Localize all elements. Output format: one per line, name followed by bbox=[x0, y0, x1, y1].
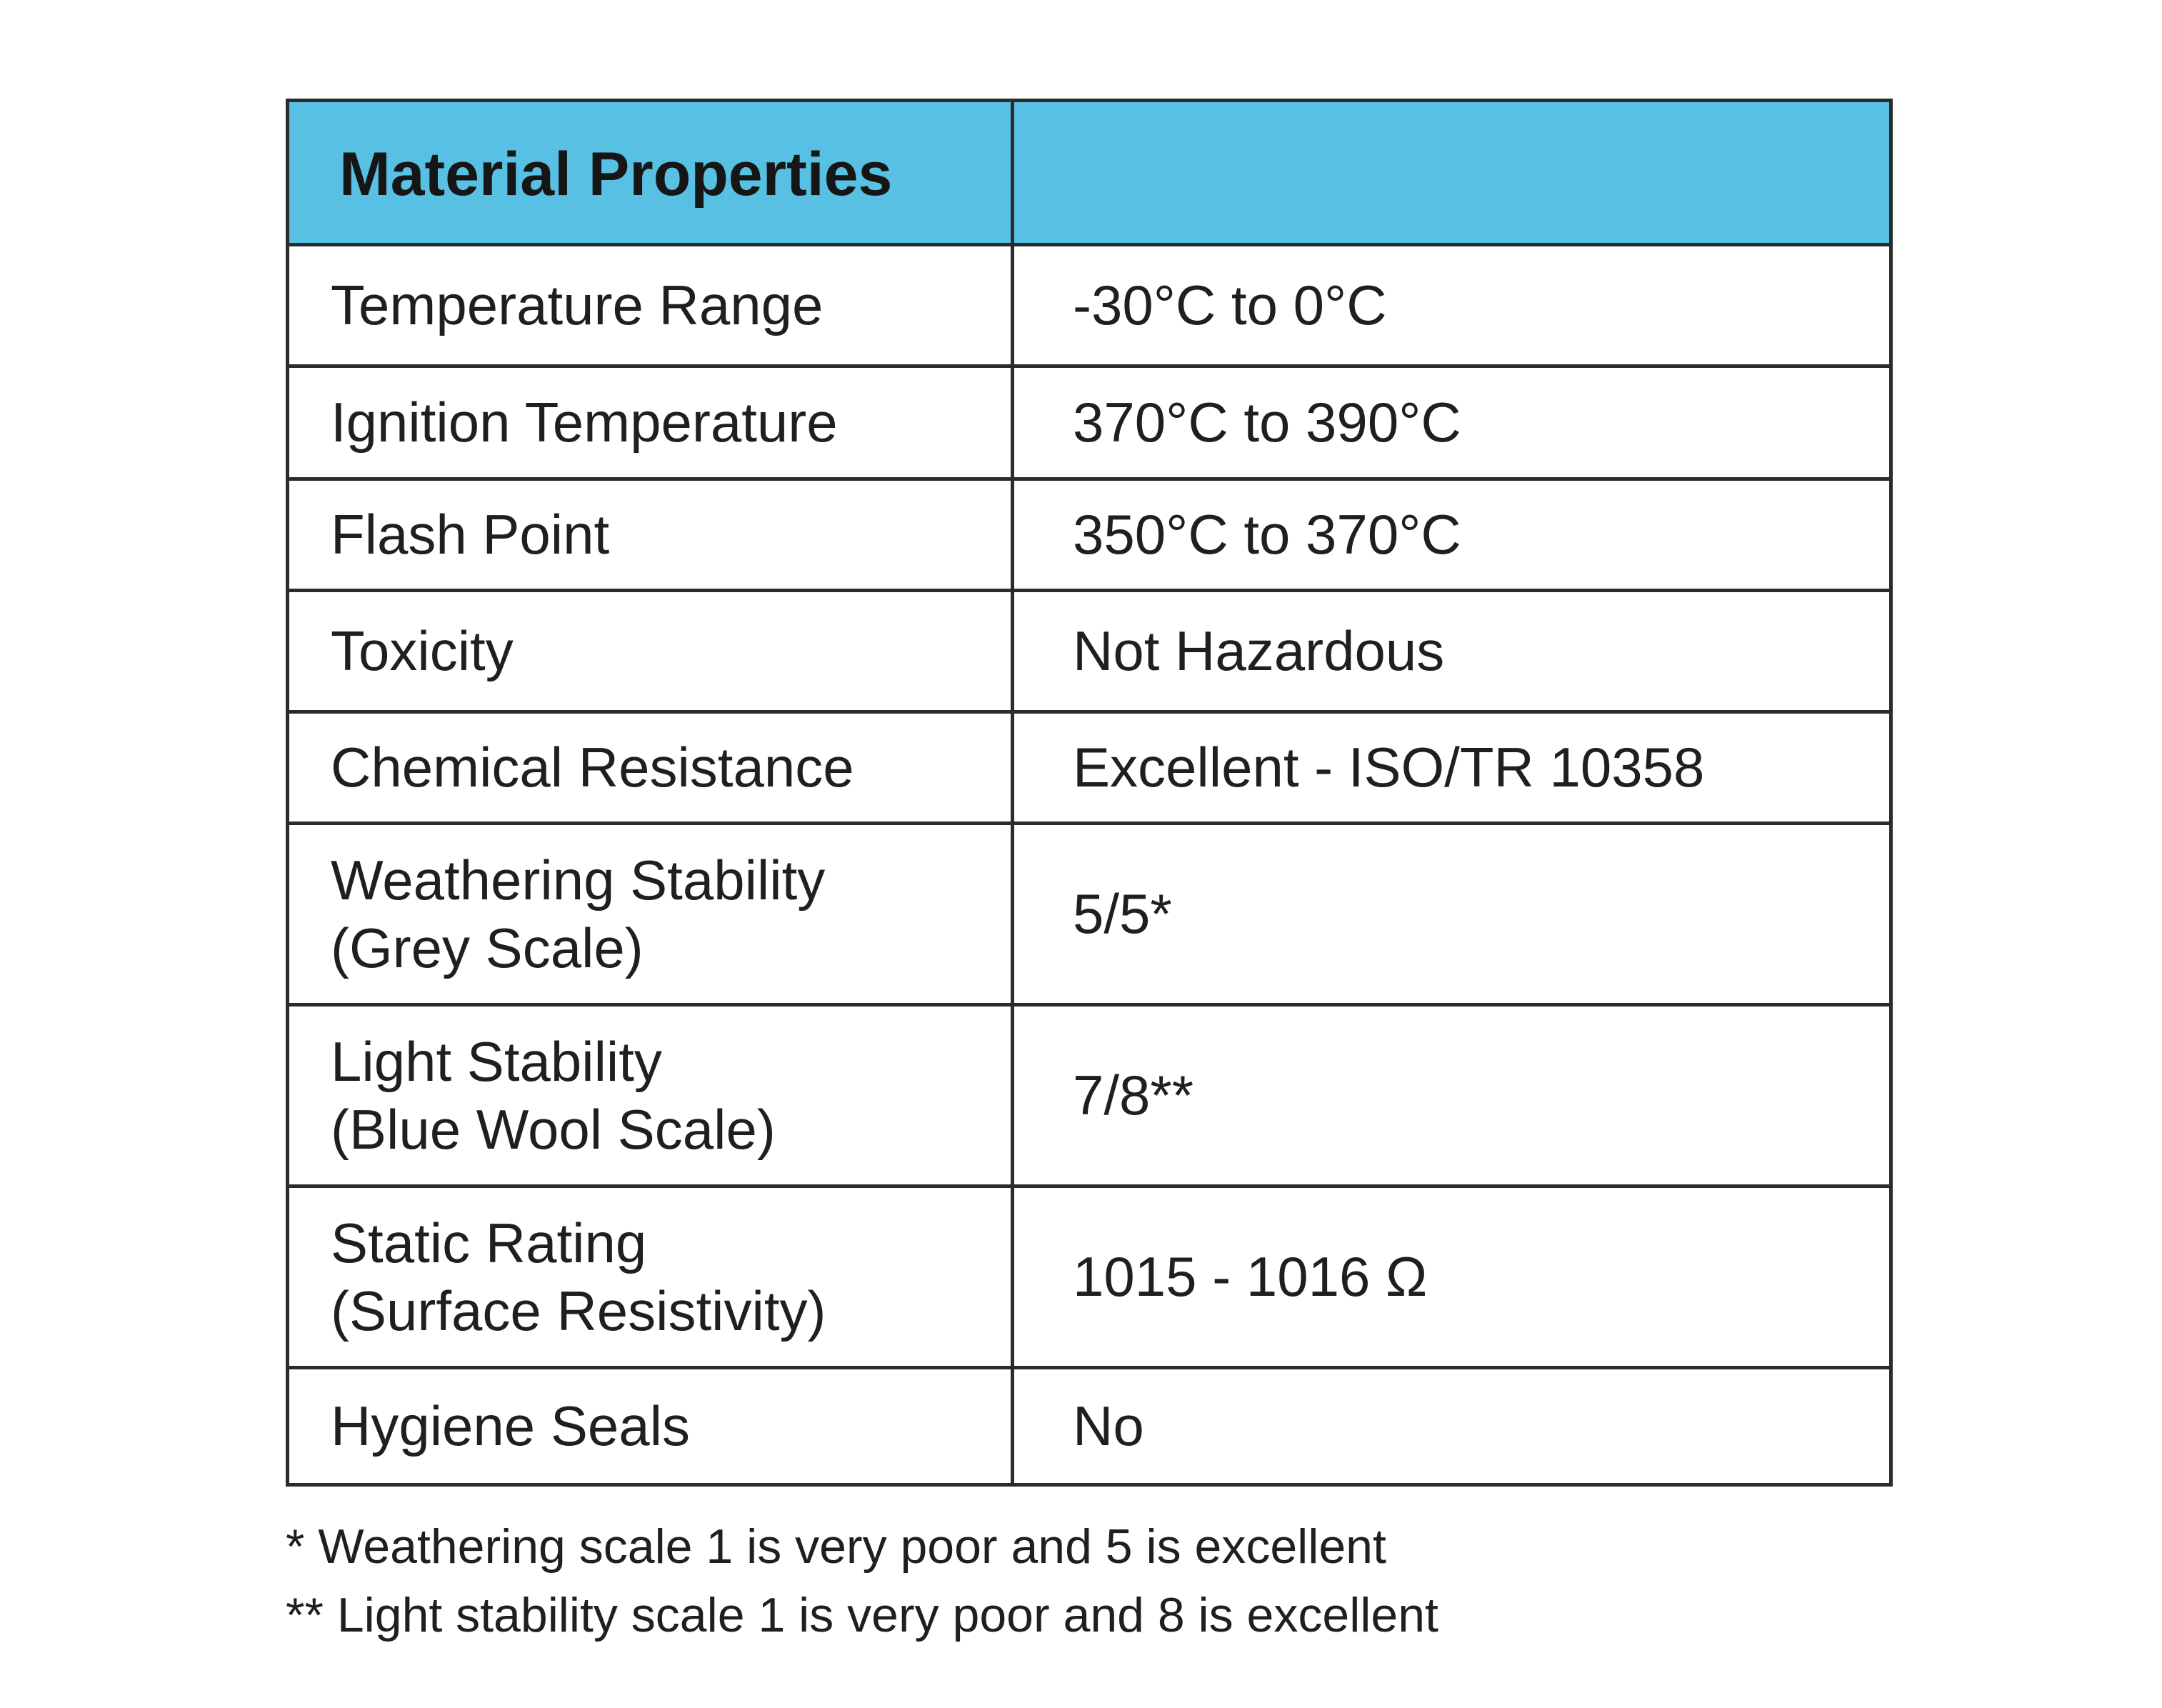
table-row bbox=[288, 1187, 1891, 1368]
property-label: Hygiene Seals bbox=[288, 1368, 1013, 1485]
footnote-light-stability: ** Light stability scale 1 is very poor and 8 is excellent bbox=[286, 1588, 1438, 1642]
property-label bbox=[288, 1005, 1013, 1187]
table-row bbox=[288, 1005, 1891, 1187]
property-label-line: (Grey Scale) bbox=[331, 916, 644, 979]
property-value: Excellent - ISO/TR 10358 bbox=[1013, 712, 1891, 824]
property-label-line: Static Rating bbox=[331, 1211, 647, 1274]
material-properties-table bbox=[286, 99, 1893, 1487]
property-value: Not Hazardous bbox=[1013, 591, 1891, 712]
property-label-line: (Blue Wool Scale) bbox=[331, 1097, 776, 1161]
table-row bbox=[288, 824, 1891, 1005]
material-properties-document bbox=[286, 99, 1889, 1649]
property-value: 1015 - 1016 Ω bbox=[1013, 1187, 1891, 1368]
table-row bbox=[288, 479, 1891, 591]
property-label bbox=[288, 1187, 1013, 1368]
property-value: 350°C to 370°C bbox=[1013, 479, 1891, 591]
footnotes bbox=[286, 1512, 1889, 1649]
table-row bbox=[288, 245, 1891, 366]
table-row bbox=[288, 591, 1891, 712]
table-header-empty-cell bbox=[1013, 101, 1891, 245]
table-row bbox=[288, 712, 1891, 824]
table-row bbox=[288, 366, 1891, 479]
footnote-weathering: * Weathering scale 1 is very poor and 5 is excellent bbox=[286, 1519, 1386, 1574]
table-header-row bbox=[288, 101, 1891, 245]
property-value: 370°C to 390°C bbox=[1013, 366, 1891, 479]
property-label: Temperature Range bbox=[288, 245, 1013, 366]
property-label-line: Weathering Stability bbox=[331, 848, 826, 912]
property-label: Ignition Temperature bbox=[288, 366, 1013, 479]
property-value: No bbox=[1013, 1368, 1891, 1485]
property-label: Flash Point bbox=[288, 479, 1013, 591]
table-title: Material Properties bbox=[288, 101, 1013, 245]
property-value: -30°C to 0°C bbox=[1013, 245, 1891, 366]
property-label bbox=[288, 824, 1013, 1005]
property-label-line: Light Stability bbox=[331, 1029, 662, 1093]
property-label: Chemical Resistance bbox=[288, 712, 1013, 824]
property-label: Toxicity bbox=[288, 591, 1013, 712]
property-value: 5/5* bbox=[1013, 824, 1891, 1005]
table-row bbox=[288, 1368, 1891, 1485]
property-value: 7/8** bbox=[1013, 1005, 1891, 1187]
property-label-line: (Surface Resistivity) bbox=[331, 1279, 826, 1342]
